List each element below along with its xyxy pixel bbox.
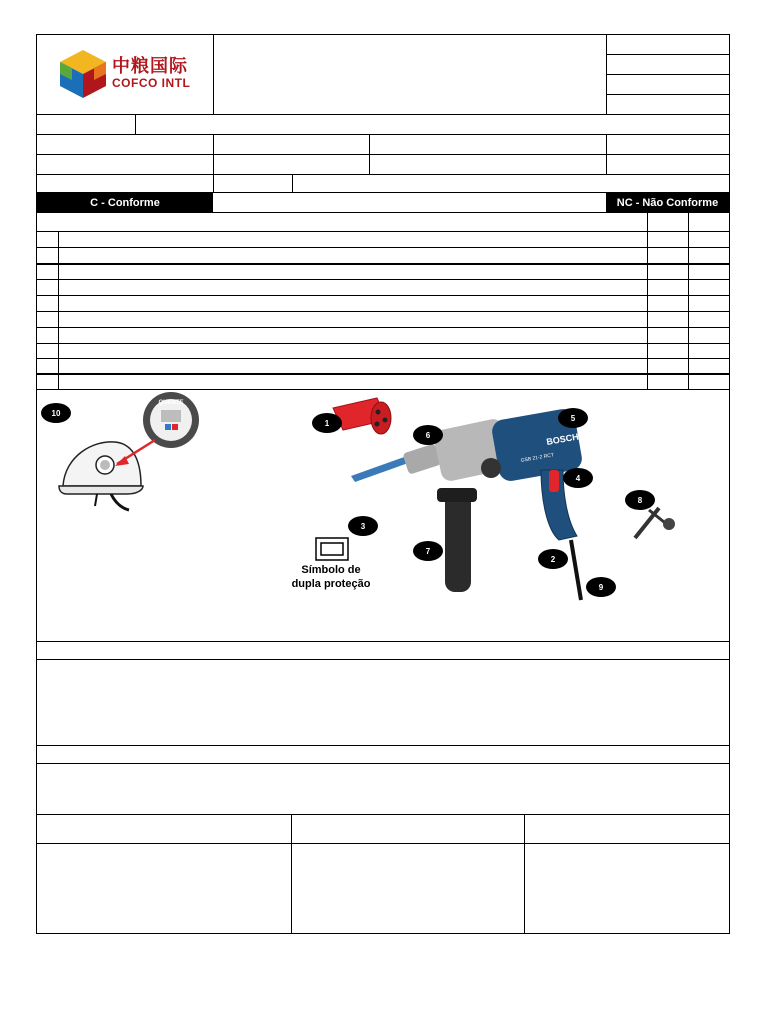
- grid-line: [36, 174, 730, 175]
- checklist-row-line: [36, 263, 730, 265]
- part-badge: 3: [348, 516, 378, 536]
- logo-cn-text: 中粮国际: [112, 56, 188, 77]
- checklist-col-divider: [58, 231, 59, 389]
- safety-helmet-icon: [59, 442, 143, 510]
- grid-divider: [292, 174, 293, 192]
- part-badge: 5: [558, 408, 588, 428]
- checklist-row-line: [36, 358, 730, 359]
- red-plug-icon: [333, 398, 391, 434]
- grid-line: [36, 212, 730, 213]
- header-meta-line: [606, 74, 730, 75]
- section-line: [36, 659, 730, 660]
- section-line: [36, 814, 730, 815]
- header-meta-line: [606, 54, 730, 55]
- double-square-inner-icon: [321, 543, 343, 555]
- checklist-row-line: [36, 373, 730, 375]
- checklist-col-divider: [688, 212, 689, 389]
- drill-brand-label: BOSCH: [545, 431, 580, 447]
- grid-line: [36, 114, 730, 115]
- equipment-illustration: [37, 390, 729, 641]
- checklist-row-line: [36, 295, 730, 296]
- checklist-row-line: [36, 311, 730, 312]
- signature-divider: [524, 814, 525, 933]
- chuck-key-icon: [635, 508, 675, 538]
- caption-line-1: Símbolo de: [301, 564, 361, 576]
- part-badge: 7: [413, 541, 443, 561]
- drill-model-label: GSB 21-2 RCT: [520, 452, 555, 464]
- part-badge: 1: [312, 413, 342, 433]
- legend-nao-conforme: NC - Não Conforme: [606, 193, 729, 212]
- part-badge: 10: [41, 403, 71, 423]
- section-line: [36, 763, 730, 764]
- part-badge: 2: [538, 549, 568, 569]
- checklist-header-line: [36, 231, 730, 232]
- part-badge: 8: [625, 490, 655, 510]
- company-logo: [52, 46, 212, 102]
- part-badge: 6: [413, 425, 443, 445]
- header-divider: [213, 34, 214, 114]
- checklist-row-line: [36, 327, 730, 328]
- logo-en-text: COFCO INTL: [112, 76, 191, 90]
- caption-line-2: dupla proteção: [291, 578, 371, 590]
- checklist-col-divider: [647, 212, 648, 389]
- legend-conforme: C - Conforme: [37, 193, 213, 212]
- cofco-cube-icon: [56, 48, 110, 100]
- part-badge: 4: [563, 468, 593, 488]
- section-line: [36, 843, 730, 844]
- grid-line: [36, 154, 730, 155]
- grid-line: [36, 134, 730, 135]
- checklist-row-line: [36, 247, 730, 248]
- sticker-label: QUENTE: [158, 400, 184, 406]
- signature-divider: [291, 814, 292, 933]
- part-badge: 9: [586, 577, 616, 597]
- section-line: [36, 641, 730, 642]
- grid-divider: [135, 114, 136, 134]
- grid-divider: [213, 174, 214, 192]
- checklist-row-line: [36, 279, 730, 280]
- section-line: [36, 745, 730, 746]
- double-protection-caption: [283, 563, 379, 591]
- checklist-row-line: [36, 343, 730, 344]
- drill-parts-drawing: [37, 390, 729, 641]
- header-meta-line: [606, 94, 730, 95]
